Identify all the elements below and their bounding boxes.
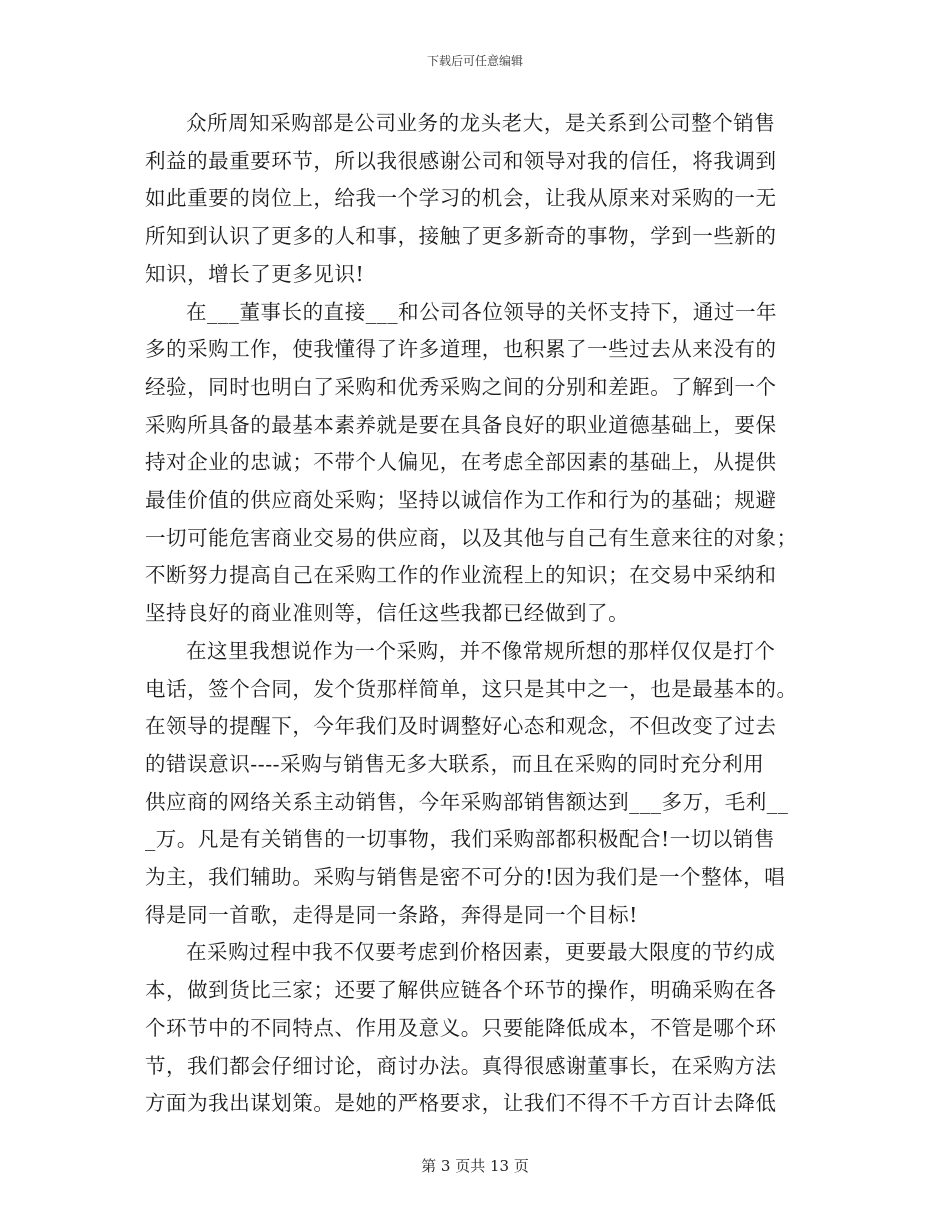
text-line: 经验，同时也明白了采购和优秀采购之间的分别和差距。了解到一个 [145,374,777,399]
page-header: 下载后可任意编辑 [426,54,523,68]
text-line: 在这里我想说作为一个采购，并不像常规所想的那样仅仅是打个 [186,638,776,663]
document-body [145,105,805,1123]
text-line: 在___董事长的直接___和公司各位领导的关怀支持下，通过一年 [186,299,778,324]
paragraph [145,633,805,935]
text-line: 坚持良好的商业准则等，信任这些我都已经做到了。 [145,601,630,626]
page-footer: 第 3 页共 13 页 [421,1157,529,1175]
text-line: 在领导的提醒下，今年我们及时调整好心态和观念，不但改变了过去 [145,714,777,739]
text-line: 得是同一首歌，走得是同一条路，奔得是同一个目标! [145,902,638,927]
paragraph [145,294,805,633]
text-line: 众所周知采购部是公司业务的龙头老大，是关系到公司整个销售 [186,111,776,135]
text-line: 所知到认识了更多的人和事，接触了更多新奇的事物，学到一些新的 [145,224,777,249]
text-line: 个环节中的不同特点、作用及意义。只要能降低成本，不管是哪个环 [145,1015,777,1040]
paragraph [145,934,805,1123]
text-line: 供应商的网络关系主动销售，今年采购部销售额达到___多万，毛利__ [145,789,789,814]
text-line: 为主，我们辅助。采购与销售是密不可分的!因为我们是一个整体，唱 [145,865,786,890]
text-line: 的错误意识----采购与销售无多大联系，而且在采购的同时充分利用 [145,751,765,776]
text-line: 本，做到货比三家；还要了解供应链各个环节的操作，明确采购在各 [145,978,777,1003]
text-line: 节，我们都会仔细讨论，商讨办法。真得很感谢董事长，在采购方法 [145,1053,777,1078]
text-line: 在采购过程中我不仅要考虑到价格因素，更要最大限度的节约成 [186,940,776,965]
text-line: 电话，签个合同，发个货那样简单，这只是其中之一，也是最基本的。 [145,676,798,701]
text-line: 如此重要的岗位上，给我一个学习的机会，让我从原来对采购的一无 [145,186,777,211]
paragraph [145,105,805,294]
text-line: 知识，增长了更多见识! [145,261,365,286]
text-line: 不断努力提高自己在采购工作的作业流程上的知识；在交易中采纳和 [145,563,777,588]
text-line: 方面为我出谋划策。是她的严格要求，让我们不得不千方百计去降低 [145,1091,777,1116]
text-line: 采购所具备的最基本素养就是要在具备良好的职业道德基础上，要保 [145,412,777,437]
text-line: _万。凡是有关销售的一切事物，我们采购部都积极配合!一切以销售 [145,827,776,852]
text-line: 多的采购工作，使我懂得了许多道理，也积累了一些过去从来没有的 [145,337,777,362]
text-line: 一切可能危害商业交易的供应商，以及其他与自己有生意来往的对象； [145,525,798,550]
text-line: 利益的最重要环节，所以我很感谢公司和领导对我的信任，将我调到 [145,148,777,173]
text-line: 最佳价值的供应商处采购；坚持以诚信作为工作和行为的基础；规避 [145,488,777,513]
text-line: 持对企业的忠诚；不带个人偏见，在考虑全部因素的基础上，从提供 [145,450,777,475]
